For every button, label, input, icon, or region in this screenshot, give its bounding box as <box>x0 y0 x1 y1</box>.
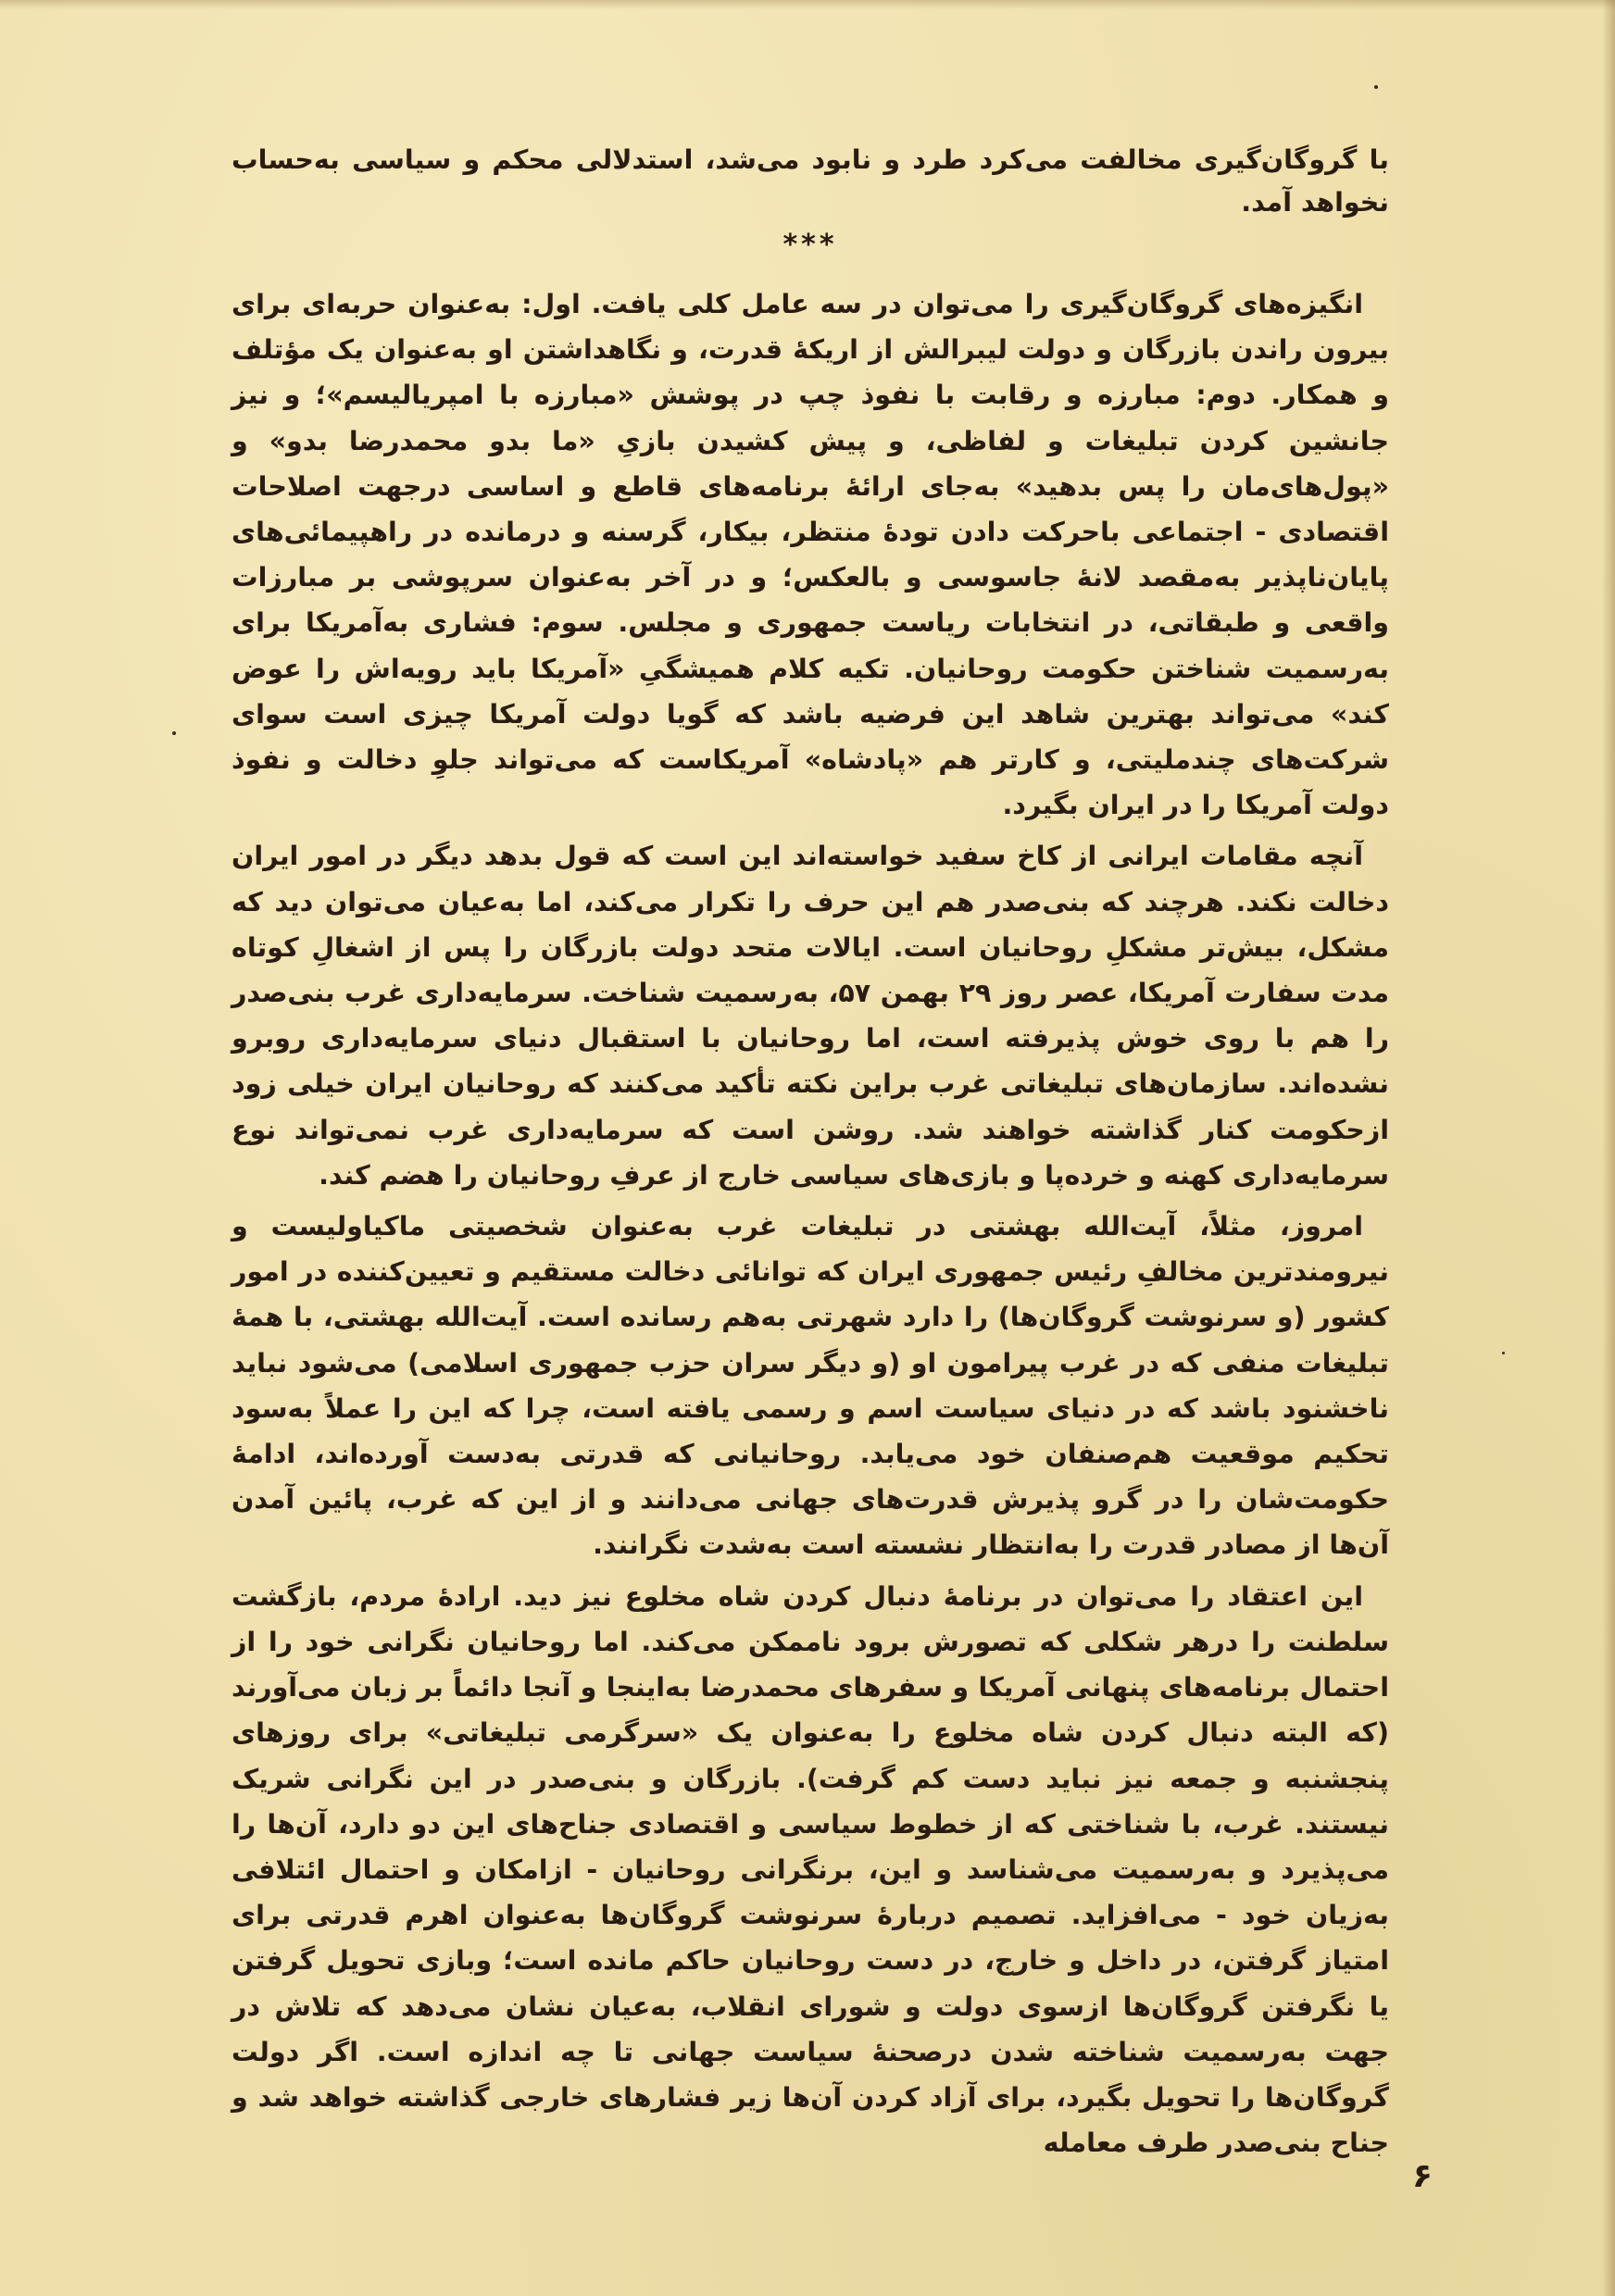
paragraph-1: انگیزه‌های گروگان‌گیری را می‌توان در سه عامل کلی یافت. اول: به‌عنوان حربه‌ای برای بیرون راندن بازرگان و دولت لیبرالش از اریکهٔ قدرت، و نگاهداشتن او به‌عنوان یک مؤتلف و همکار. دوم: مبارزه و رقابت با نفوذ چپ در پوشش «مبارزه با امپریالیسم»؛ و نیز جانشین کردن تبلیغات و لفاظی، و پیش کشیدن بازیِ «ما بدو محمدرضا بدو» و «پول‌های‌مان را پس بدهید» به‌جای ارائهٔ برنامه‌های قاطع و اساسی درجهت اصلاحات اقتصادی - اجتماعی باحرکت دادن تودهٔ منتظر، بیکار، گرسنه و درمانده در راهپیمائی‌های پایان‌ناپذیر به‌مقصد لانهٔ جاسوسی و بالعکس؛ و در آخر به‌عنوان سرپوشی بر مبارزات واقعی و طبقاتی، در انتخابات ریاست جمهوری و مجلس. سوم: فشاری به‌آمریکا برای به‌رسمیت شناختن حکومت روحانیان. تکیه کلام همیشگیِ «آمریکا باید رویه‌اش را عوض کند» می‌تواند بهترین شاهد این فرضیه باشد که گویا دولت آمریکا چیزی است سوای شرکت‌های چندملیتی، و کارتر هم «پادشاه» آمریکاست که می‌تواند جلوِ دخالت و نفوذ دولت آمریکا را در ایران بگیرد. <box>232 289 1389 821</box>
ink-speck <box>1502 1352 1505 1354</box>
paragraph-3: امروز، مثلاً، آیت‌الله بهشتی در تبلیغات غرب به‌عنوان شخصیتی ماکیاولیست و نیرومندترین مخالفِ رئیس جمهوری ایران که توانائی دخالت مستقیم و تعیین‌کننده در امور کشور (و سرنوشت گروگان‌ها) را دارد شهرتی به‌هم رسانده است. آیت‌الله بهشتی، با همهٔ تبلیغات منفی که در غرب پیرامون او (و دیگر سران حزب جمهوری اسلامی) می‌شود نباید ناخشنود باشد که در دنیای سیاست اسم و رسمی یافته است، چرا که این را عملاً به‌سود تحکیم موقعیت هم‌صنفان خود می‌یابد. روحانیانی که قدرتی به‌دست آورده‌اند، ادامهٔ حکومت‌شان را در گرو پذیرش قدرت‌های جهانی می‌دانند و از این که غرب، پائین آمدن آن‌ها از مصادر قدرت را به‌انتظار نشسته است به‌شدت نگرانند. <box>232 1211 1389 1561</box>
page-edge-shadow-top <box>0 0 1615 9</box>
lead-line: با گروگان‌گیری مخالفت می‌کرد طرد و نابود می‌شد، استدلالی محکم و سیاسی به‌حساب نخواهد آمد. <box>232 144 1389 218</box>
ink-speck <box>172 731 176 735</box>
section-separator: *** <box>782 229 838 261</box>
paragraph-4: این اعتقاد را می‌توان در برنامهٔ دنبال کردن شاه مخلوع نیز دید. ارادهٔ مردم، بازگشت سلطنت را درهر شکلی که تصورش برود نا‌ممکن می‌کند. اما روحانیان نگرانی خود را از احتمال برنامه‌های پنهانی آمریکا و سفرهای محمدرضا به‌اینجا و آنجا دائماً بر زبان می‌آورند (که البته دنبال کردن شاه مخلوع را به‌عنوان یک «سرگرمی تبلیغاتی» برای روزهای پنجشنبه و جمعه نیز نباید دست کم گرفت). بازرگان و بنی‌صدر در این نگرانی شریک نیستند. غرب، با شناختی که از خطوط سیاسی و اقتصادی جناح‌های این دو دارد، آن‌ها را می‌پذیرد و به‌رسمیت می‌شناسد و این، برنگرانی روحانیان - ازامکان و احتمال ائتلافی به‌زیان خود - می‌افزاید. تصمیم دربارهٔ سرنوشت گروگان‌ها به‌عنوان اهرم قدرتی برای امتیاز گرفتن، در داخل و خارج، در دست روحانیان حاکم مانده است؛ وبازی تحویل گرفتن یا نگرفتن گروگان‌ها ازسوی دولت و شورای انقلاب، به‌عیان نشان می‌دهد که تلاش در جهت به‌رسمیت شناخته شدن درصحنهٔ سیاست جهانی تا چه اندازه است. اگر دولت گروگان‌ها را تحویل بگیرد، برای آزاد کردن آن‌ها زیر فشارهای خارجی گذاشته خواهد شد و جناح بنی‌صدر طرف معامله <box>232 1580 1389 2159</box>
ink-speck <box>1374 85 1378 89</box>
page-number: ۶ <box>1412 2157 1433 2195</box>
paragraph-2: آنچه مقامات ایرانی از کاخ سفید خواسته‌اند این است که قول بدهد دیگر در امور ایران دخالت نکند. هرچند که بنی‌صدر هم این حرف را تکرار می‌کند، اما به‌عیان می‌توان دید که مشکل، بیش‌تر مشکلِ روحانیان است. ایالات متحد دولت بازرگان را پس از اشغالِ کوتاه مدت سفارت آمریکا، عصر روز ۲۹ بهمن ۵۷، به‌رسمیت شناخت. سرمایه‌داری غرب بنی‌صدر را هم با روی خوش پذیرفته است، اما روحانیان با استقبال دنیای سرمایه‌داری روبرو نشده‌اند. سازمان‌های تبلیغاتی غرب براین نکته تأکید می‌کنند که روحانیان ایران خیلی زود ازحکومت کنار گذاشته خواهند شد. روشن است که سرمایه‌داری غرب نمی‌تواند نوع سرمایه‌داری کهنه و خرده‌پا و بازی‌های سیاسی خارج از عرفِ روحانیان را هضم کند. <box>232 841 1390 1191</box>
body-text <box>232 139 1389 2171</box>
page-edge-shadow-right <box>1602 0 1615 2296</box>
